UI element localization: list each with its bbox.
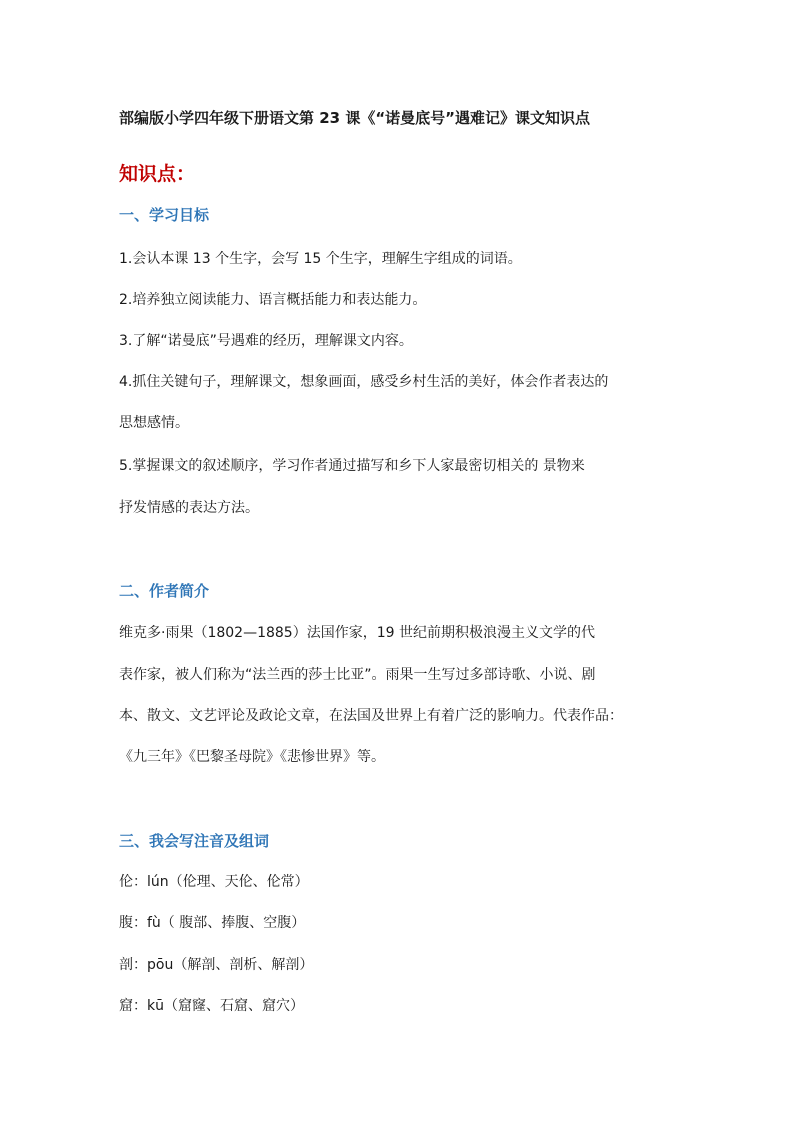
goal-line: 4.抓住关键句子，理解课文，想象画面，感受乡村生活的美好，体会作者表达的 [119,374,609,390]
vocab-line: 剖：pōu（解剖、剖析、解剖） [119,957,314,973]
author-line: 本、散文、文艺评论及政论文章，在法国及世界上有着广泛的影响力。代表作品： [119,708,623,724]
goal-line: 抒发情感的表达方法。 [119,500,259,516]
goal-line: 2.培养独立阅读能力、语言概括能力和表达能力。 [119,292,427,308]
goal-line: 思想感情。 [119,415,189,431]
section-heading-author-intro: 二、作者简介 [119,582,210,600]
section-heading-learning-goals: 一、学习目标 [119,206,210,224]
author-line: 维克多·雨果（1802—1885）法国作家，19 世纪前期积极浪漫主义文学的代 [119,625,595,641]
vocab-line: 伦：lún（伦理、天伦、伦常） [119,874,309,890]
goal-line: 1.会认本课 13 个生字，会写 15 个生字，理解生字组成的词语。 [119,251,522,267]
author-line: 《九三年》《巴黎圣母院》《悲惨世界》等。 [119,749,385,765]
section-heading-pinyin-words: 三、我会写注音及组词 [119,832,270,850]
goal-line: 3.了解“诺曼底”号遇难的经历，理解课文内容。 [119,333,413,349]
author-line: 表作家，被人们称为“法兰西的莎士比亚”。雨果一生写过多部诗歌、小说、剧 [119,667,596,683]
vocab-line: 腹：fù（ 腹部、捧腹、空腹） [119,915,306,931]
document-title: 部编版小学四年级下册语文第 23 课《“诺曼底号”遇难记》课文知识点 [119,109,591,127]
goal-line: 5.掌握课文的叙述顺序，学习作者通过描写和乡下人家最密切相关的 景物来 [119,458,585,474]
vocab-line: 窟：kū（窟窿、石窟、窟穴） [119,998,304,1014]
knowledge-points-heading: 知识点： [119,163,196,185]
